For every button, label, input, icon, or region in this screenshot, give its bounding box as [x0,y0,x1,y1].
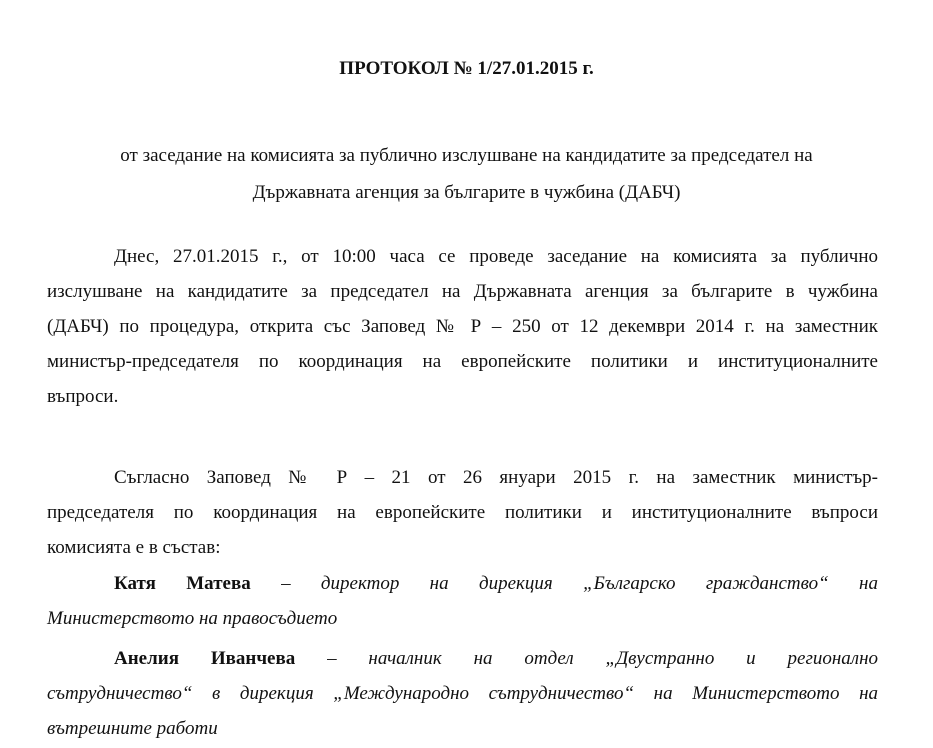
member-role: – началник на отдел „Двустранно и регионално [295,648,878,669]
subtitle-line: от заседание на комисията за публично изслушване на кандидатите за председател на [120,145,813,166]
member-entry [47,641,878,746]
member-role-continued: Министерството на правосъдието [47,608,338,629]
paragraph-line: изслушване на кандидатите за председател на Държавната агенция за българите в чужбина [47,281,878,302]
member-role: – директор на дирекция „Българско гражданство“ на [250,573,878,594]
paragraph-line: Съгласно Заповед № Р – 21 от 26 януари 2015 г. на заместник министър- [114,467,878,488]
paragraph-line: комисията е в състав: [47,537,221,558]
paragraph-line: председателя по координация на европейските политики и институционалните въпроси [47,502,878,523]
paragraph-line: Днес, 27.01.2015 г., от 10:00 часа се проведе заседание на комисията за публично [114,246,878,267]
member-name: Анелия Иванчева [114,648,296,669]
member-first-line [47,641,878,676]
subtitle-line: Държавната агенция за българите в чужбина (ДАБЧ) [252,182,681,203]
paragraph-line: въпроси. [47,386,119,407]
paragraph-line: (ДАБЧ) по процедура, открита със Заповед № Р – 250 от 12 декември 2014 г. на заместник [47,316,878,337]
member-role-continued: сътрудничество“ в дирекция „Международно сътрудничество“ на Министерството на [47,683,878,704]
paragraph-commission-composition [47,460,878,565]
member-role-continued: вътрешните работи [47,718,218,739]
paragraph-line: министър-председателя по координация на европейските политики и институционалните [47,351,878,372]
member-name: Катя Матева [114,573,251,594]
paragraph-meeting-info [47,239,878,414]
protocol-title: ПРОТОКОЛ № 1/27.01.2015 г. [339,58,594,79]
member-first-line [47,566,878,601]
protocol-subtitle [50,137,883,211]
member-entry [47,566,878,636]
